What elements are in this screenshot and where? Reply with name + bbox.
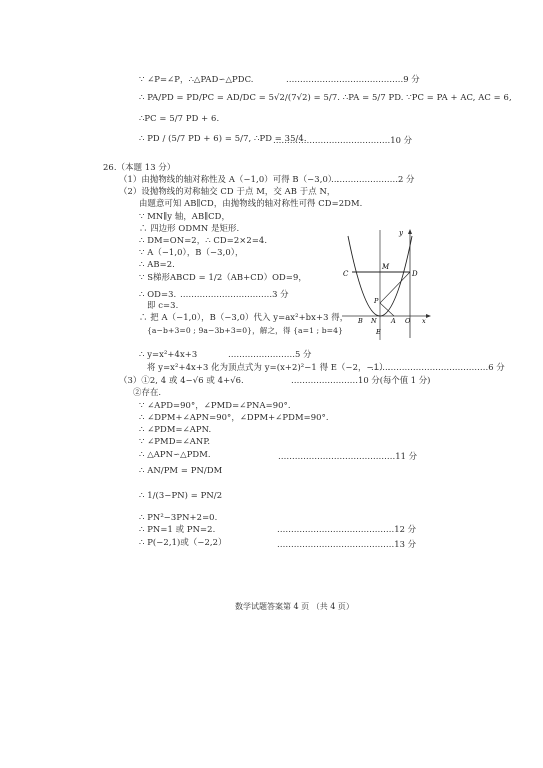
label-d: D: [412, 270, 418, 278]
score-mark: ……………………10 分(每个值 1 分): [291, 375, 431, 385]
equation-system: {a−b+3=0 ; 9a−3b+3=0}，解之，得 {a=1 ; b=4}: [147, 326, 343, 335]
text-line: ∴ P(−2,1)或（−2,2）: [139, 537, 227, 547]
score-mark: ……………………………………13 分: [277, 539, 416, 549]
text-line: ∴ y=x²+4x+3: [139, 349, 198, 359]
text-line: ∴ 四边形 ODMN 是矩形.: [139, 223, 240, 233]
score-mark: ……………………………………12 分: [277, 524, 416, 534]
text-line: ∵ ∠APD=90°，∠PMD=∠PNA=90°.: [139, 400, 291, 410]
text-line: ∴ PD / (5/7 PD + 6) = 5/7, ∴PD = 35/4.: [139, 133, 307, 143]
page-footer: 数学试题答案第 4 页 （共 4 页）: [235, 602, 354, 611]
text-line: （3）①2, 4 或 4−√6 或 4+√6.: [119, 375, 244, 385]
text-line: ∴ PN²−3PN+2=0.: [139, 512, 218, 522]
text-line: ∴ PN=1 或 PN=2.: [139, 524, 216, 534]
text-line: （1）由抛物线的轴对称性及 A（−1,0）可得 B（−3,0）.: [119, 174, 340, 184]
problem-heading: 26.（本题 13 分）: [103, 162, 176, 172]
score-mark: ……………………………………9 分: [286, 74, 420, 84]
text-line: 由题意可知 AB∥CD，由抛物线的轴对称性可得 CD=2DM.: [139, 198, 363, 208]
text-line: ∵ MN∥y 轴，AB∥CD，: [139, 211, 230, 221]
score-mark: ……………………………3 分: [180, 289, 289, 299]
score-mark: ……………………………………6 分: [371, 362, 505, 372]
text-line: ∴ △APN∽△PDM.: [139, 449, 211, 459]
score-mark: ……………………2 分: [331, 174, 415, 184]
parabola-figure: [338, 226, 432, 344]
text-line: ∴ DM=ON=2，∴ CD=2×2=4.: [139, 235, 268, 245]
label-o: O: [405, 317, 411, 325]
text-line: ∴ 1/(3−PN) = PN/2: [139, 490, 223, 500]
text-line: ∴PC = 5/7 PD + 6.: [139, 113, 220, 123]
text-line: ∵ ∠P=∠P，∴△PAD∽△PDC.: [139, 74, 254, 84]
label-c: C: [343, 270, 349, 278]
text-line: ∵ S梯形ABCD = 1/2（AB+CD）OD=9，: [139, 272, 307, 282]
text-line: ∵ ∠PMD=∠ANP.: [139, 436, 211, 446]
text-line: （2）设抛物线的对称轴交 CD 于点 M，交 AB 于点 N，: [119, 186, 336, 196]
text-line: ∴ ∠PDM=∠APN.: [139, 424, 212, 434]
label-y: y: [399, 229, 403, 237]
label-x: x: [422, 317, 426, 325]
text-line: ∵ A（−1,0），B（−3,0），: [139, 247, 244, 257]
text-line: ∴ OD=3.: [139, 289, 177, 299]
text-line: 即 c=3.: [147, 300, 179, 310]
label-a: A: [391, 317, 396, 325]
text-line: ∴ 把 A（−1,0），B（−3,0）代入 y=ax²+bx+3 得，: [139, 312, 349, 322]
label-p: P: [374, 297, 379, 305]
text-line: ②存在.: [133, 387, 162, 397]
text-line: ∴ PA/PD = PD/PC = AD/DC = 5√2/(7√2) = 5/7. ∴PA = 5/7 PD. ∵PC = PA + AC, AC = 6,: [139, 92, 512, 102]
text-line: ∴ AN/PM = PN/DM: [139, 465, 223, 475]
y-axis-arrow-icon: [408, 229, 412, 234]
label-b: B: [358, 317, 363, 325]
text-line: ∴ AB=2.: [139, 259, 175, 269]
score-mark: ……………………………………11 分: [278, 451, 417, 461]
label-e: E: [376, 328, 381, 336]
label-m: M: [382, 263, 390, 271]
text-line: ∴ ∠DPM+∠APN=90°，∠DPM+∠PDM=90°.: [139, 412, 329, 422]
label-n: N: [371, 317, 377, 325]
text-line: 将 y=x²+4x+3 化为顶点式为 y=(x+2)²−1 得 E（−2，−1）.: [147, 362, 391, 372]
x-axis-arrow-icon: [426, 314, 431, 318]
score-mark: ……………………………………10 分: [273, 135, 412, 145]
score-mark: ……………………5 分: [228, 349, 312, 359]
